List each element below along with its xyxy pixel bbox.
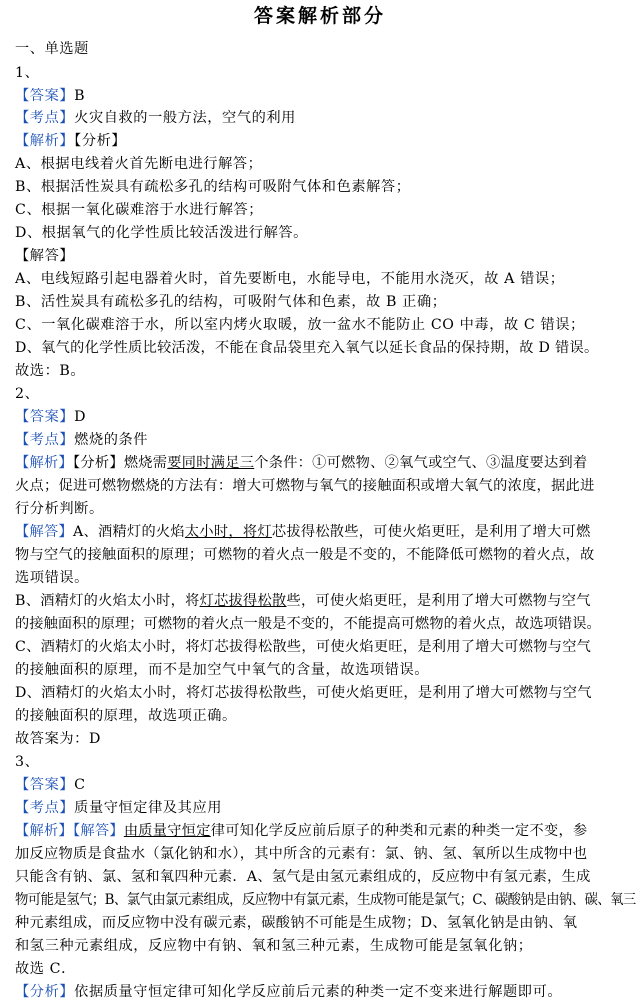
- q1-analysis-b: B、根据活性炭具有疏松多孔的结构可吸附气体和色素解答；: [15, 179, 411, 195]
- q1-solution-c: C、一氧化碳难溶于水，所以室内烤火取暖，放一盆水不能防止 CO 中毒，故 C 错误；: [15, 317, 585, 333]
- q2-solution-line-9: 的接触面积的原理，故选项正确。: [15, 708, 237, 724]
- q3-number: 3、: [15, 754, 40, 770]
- analysis-tag: 【解析】: [15, 133, 75, 149]
- q2-solution-b-text: B、酒精灯的火焰太小时，将: [15, 593, 200, 609]
- q2-solution-line-8: D、酒精灯的火焰太小时，将灯芯拔得松散些，可使火焰更旺，是利用了增大可燃物与空气: [15, 685, 592, 701]
- q2-result: 故答案为：D: [15, 731, 101, 747]
- q2-solution-line-1: [15, 521, 591, 543]
- q2-analysis-subtag: 【分析】: [72, 455, 124, 471]
- point-tag: 【考点】: [15, 432, 75, 448]
- q2-solution-b-text-cont: 些，可使火焰更旺，是利用了增大可燃物与空气: [286, 593, 591, 609]
- answer-tag: 【答案】: [15, 88, 75, 104]
- q1-analysis-a: A、根据电线着火首先断电进行解答；: [15, 156, 263, 172]
- q1-solution-a: A、电线短路引起电器着火时，首先要断电，水能导电，不能用水浇灭，故 A 错误；: [15, 271, 565, 287]
- q1-result: 故选：B。: [15, 363, 86, 379]
- q2-solution-line-6: C、酒精灯的火焰太小时，将灯芯拔得松散些，可使火焰更旺，是利用了增大可燃物与空气: [15, 639, 592, 655]
- q1-answer: B: [74, 88, 86, 104]
- q3-analysis-text: 依据质量守恒定律可知化学反应前后元素的种类一定不变来进行解题即可。: [74, 984, 563, 1000]
- q2-analysis-line-3: 行分析判断。: [15, 501, 104, 517]
- q2-solution-line-5: 的接触面积的原理；可燃物的着火点一般是不变的，不能提高可燃物的着火点，故选项错误。: [15, 616, 601, 632]
- analysis-tag: 【分析】: [15, 984, 75, 1000]
- q2-solution-line-3: 选项错误。: [15, 570, 89, 586]
- q3-analysis-line: [15, 981, 562, 1003]
- q2-analysis-line-2: 火点；促进可燃物燃烧的方法有：增大可燃物与氧气的接触面积或增大氧气的浓度，据此进: [15, 478, 595, 494]
- point-tag: 【考点】: [15, 800, 75, 816]
- q3-solution-line-2: 加反应物质是食盐水（氯化钠和水），其中所含的元素有：氯、钠、氢、氧所以生成物中也: [15, 846, 588, 862]
- q1-solution-b: B、活性炭具有疏松多孔的结构，可吸附气体和色素，故 B 正确；: [15, 294, 447, 310]
- q2-number: 2、: [15, 386, 40, 402]
- q2-solution-b-underline: 灯芯拔得松散: [199, 593, 287, 609]
- section-heading: 一、单选题: [15, 41, 89, 57]
- q1-point-line: [15, 107, 296, 129]
- q1-number: 1、: [15, 65, 40, 81]
- q3-answer: C: [74, 777, 86, 793]
- q3-solution-line-4: 物可能是氢气；B、氯气由氯元素组成，反应物中有氯元素，生成物可能是氯气；C、碳酸钠是由钠、碳、氧三: [15, 892, 636, 908]
- q1-point: 火灾自救的一般方法，空气的利用: [74, 110, 296, 126]
- q1-solution-d: D、氧气的化学性质比较活泼，不能在食品袋里充入氧气以延长食品的保持期，故 D 错误。: [15, 340, 599, 356]
- q3-answer-line: [15, 774, 86, 796]
- q3-solution-line-6: 和氢三种元素组成，反应物中有钠、氧和氢三种元素，生成物可能是氢氧化钠；: [15, 938, 533, 954]
- analysis-tag: 【解析】: [15, 455, 73, 471]
- q3-solution-line-3: 只能含有钠、氯、氢和氧四种元素．A、氢气是由氢元素组成的，反应物中有氢元素，生成: [15, 869, 591, 885]
- q1-analysis-d: D、根据氧气的化学性质比较活泼进行解答。: [15, 225, 308, 241]
- q3-solution-line-1: [15, 820, 587, 842]
- q1-analysis-heading: [15, 130, 126, 152]
- point-tag: 【考点】: [15, 110, 75, 126]
- q3-solution-line-5: 种元素组成，而反应物中没有碳元素，碳酸钠不可能是生成物；D、氢氧化钠是由钠、氧: [15, 915, 578, 931]
- q3-point-line: [15, 797, 222, 819]
- page-title: 答案解析部分: [253, 5, 386, 27]
- answer-tag: 【答案】: [15, 409, 75, 425]
- q2-point-line: [15, 429, 148, 451]
- q1-answer-line: [15, 85, 85, 107]
- q2-solution-line-2: 物与空气的接触面积的原理；可燃物的着火点一般是不变的，不能降低可燃物的着火点，故: [15, 547, 595, 563]
- analysis-tag: 【解析】: [15, 823, 73, 839]
- q2-solution-text-cont: 芯拔得松散些，可使火焰更旺，是利用了增大可燃: [271, 524, 591, 540]
- q2-analysis-line-1: [15, 452, 587, 474]
- q2-answer: D: [74, 409, 87, 425]
- solution-tag: 【解答】: [15, 524, 73, 540]
- q2-answer-line: [15, 406, 86, 428]
- q2-analysis-text-cont: 个条件：①可燃物、②氧气或空气、③温度要达到着: [254, 455, 588, 471]
- q2-analysis-underline: 要同时满足三: [167, 455, 255, 471]
- q1-solution-heading: 【解答】: [15, 248, 75, 264]
- q3-solution-underline: 由质量守恒定: [123, 823, 211, 839]
- q3-solution-text: 律可知化学反应前后原子的种类和元素的种类一定不变，参: [210, 823, 588, 839]
- q3-result: 故选 C．: [15, 961, 76, 977]
- q1-analysis-subtag: 【分析】: [74, 133, 127, 149]
- solution-tag: 【解答】: [72, 823, 124, 839]
- q2-solution-line-4: [15, 590, 591, 612]
- q2-solution-underline: 太小时，将灯: [184, 524, 272, 540]
- q3-point: 质量守恒定律及其应用: [74, 800, 223, 816]
- answer-tag: 【答案】: [15, 777, 75, 793]
- q2-solution-text: A、酒精灯的火焰: [72, 524, 185, 540]
- q2-solution-line-7: 的接触面积的原理，而不是加空气中氧气的含量，故选项错误。: [15, 662, 430, 678]
- q1-analysis-c: C、根据一氧化碳难溶于水进行解答；: [15, 202, 264, 218]
- q2-point: 燃烧的条件: [74, 432, 149, 448]
- q2-analysis-text: 燃烧需: [123, 455, 168, 471]
